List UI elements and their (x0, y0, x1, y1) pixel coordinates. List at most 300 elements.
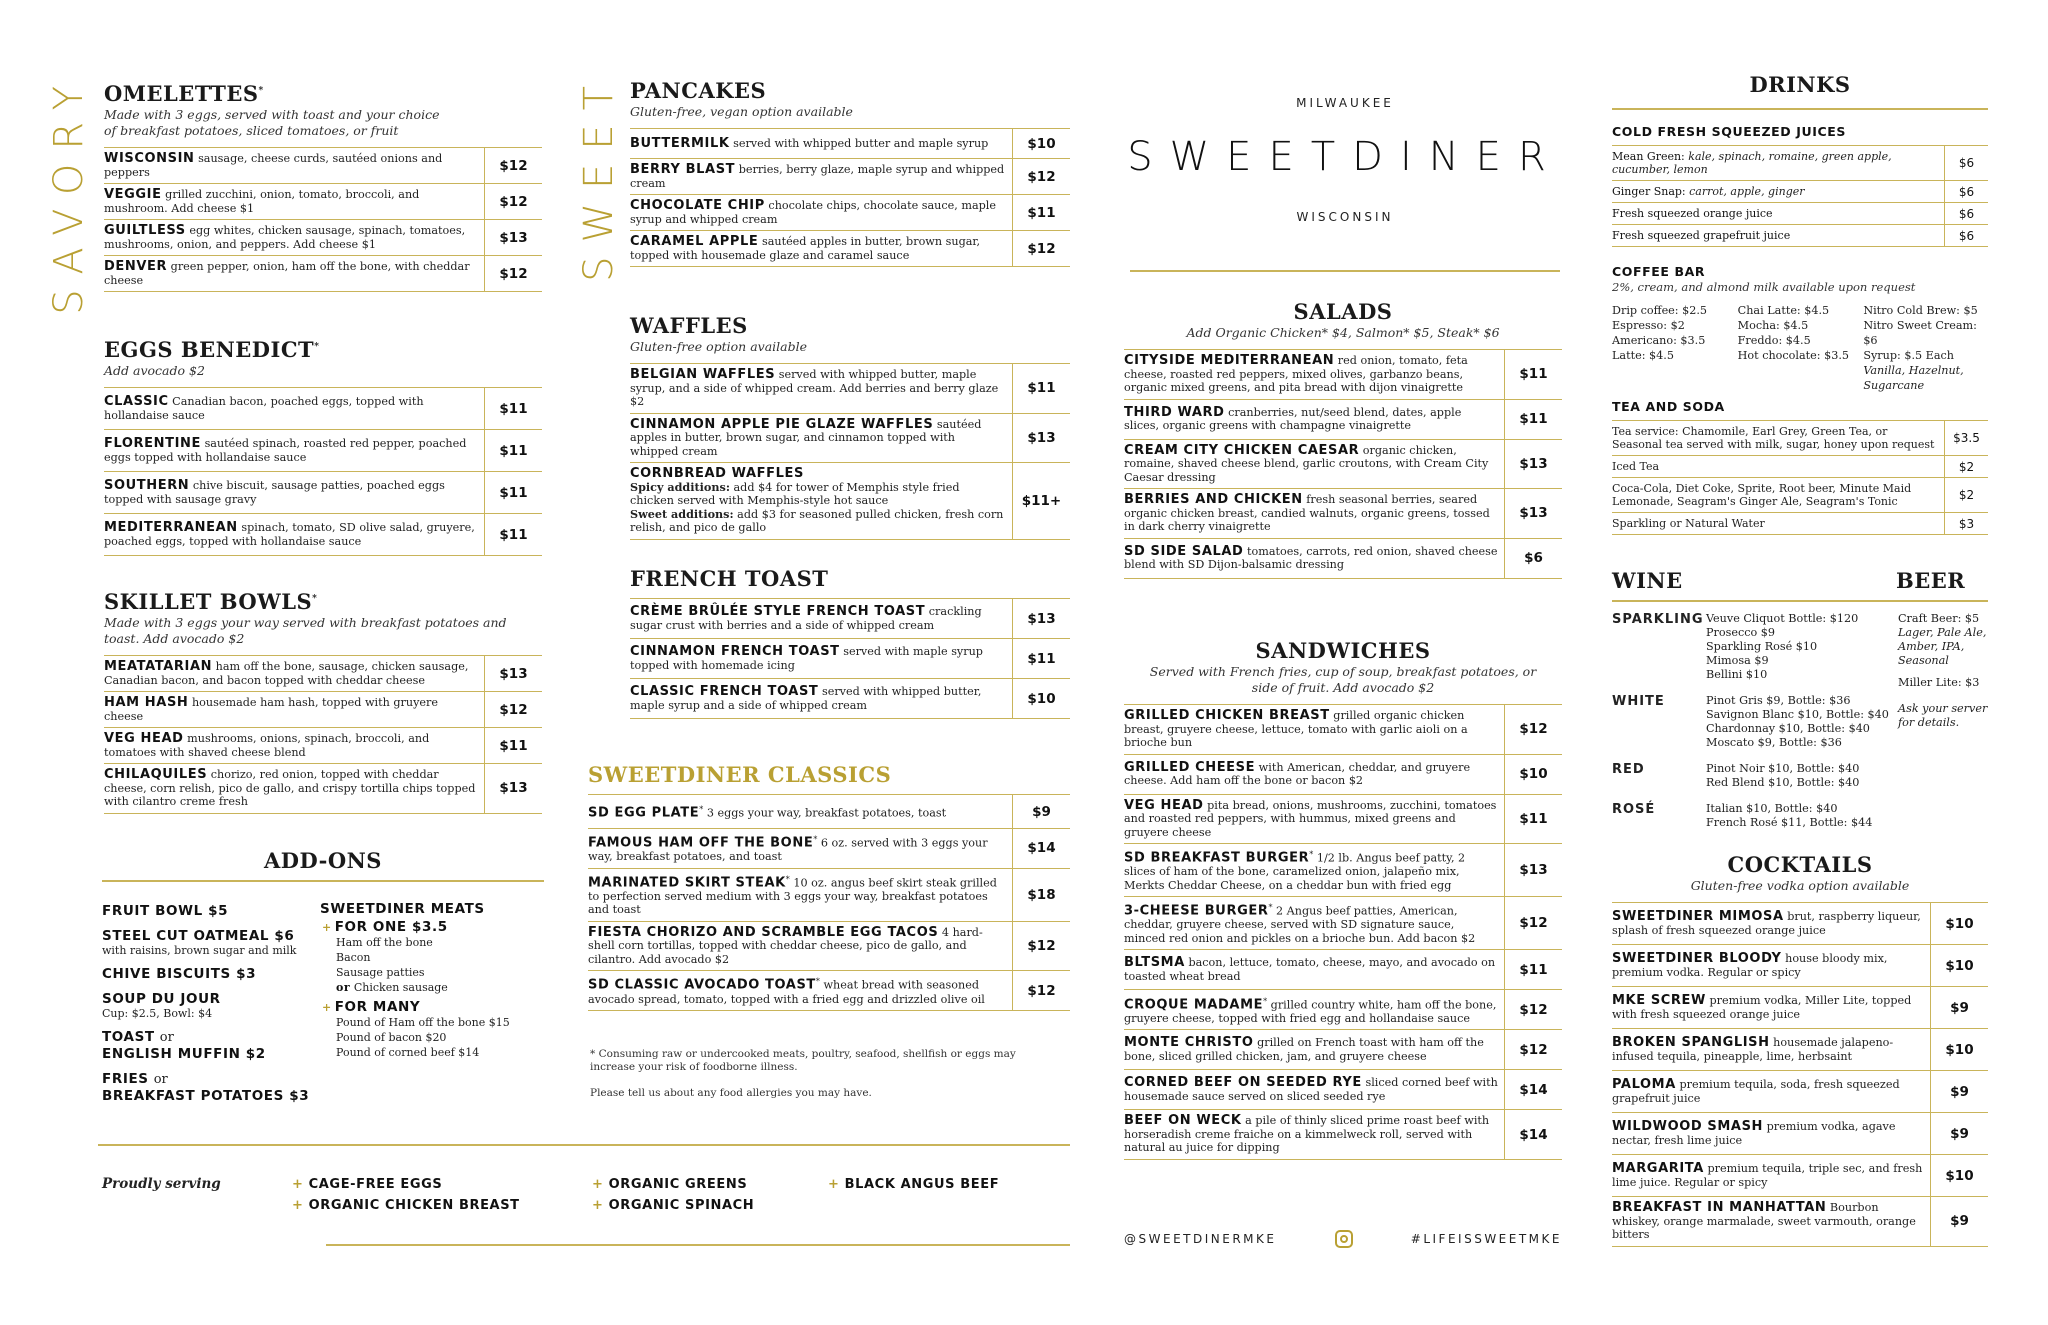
item-name: CARAMEL APPLE (630, 234, 759, 249)
wine-items (1706, 762, 1859, 790)
add-on-item (102, 1028, 312, 1062)
social-bar (1124, 1230, 1562, 1248)
list-item: Espresso: $2 (1612, 319, 1685, 332)
menu-item-row (104, 656, 542, 692)
section-title: WAFFLES (630, 313, 748, 338)
item-description (1124, 795, 1504, 844)
add-on-name: BREAKFAST POTATOES $3 (102, 1088, 310, 1104)
item-name: CLASSIC FRENCH TOAST (630, 684, 819, 699)
wine-item: Italian $10, Bottle: $40 (1706, 802, 1838, 815)
item-price: $11 (1012, 195, 1070, 230)
add-ons-section (104, 848, 542, 874)
list-item: Pound of Ham off the bone $15 (336, 1016, 510, 1029)
item-description (588, 869, 1012, 921)
raw-food-asterisk: * (813, 835, 818, 844)
menu-item-row (1612, 1155, 1988, 1197)
wine-item: Veuve Cliquot Bottle: $120 (1706, 612, 1859, 625)
item-detail: egg whites, chicken sausage, spinach, tomatoes, mushrooms, onion, and peppers. Add cheese $1 (104, 224, 466, 251)
item-detail: 3 eggs your way, breakfast potatoes, toast (706, 806, 947, 820)
item-price: $11 (484, 728, 542, 763)
proudly-col-2 (592, 1174, 754, 1216)
item-detail: served with maple syrup topped with homemade icing (630, 645, 983, 672)
item-description (104, 148, 484, 183)
menu-table (630, 128, 1070, 267)
wine-item: Red Blend $10, Bottle: $40 (1706, 776, 1860, 789)
menu-table (104, 387, 542, 556)
item-price: $11 (1012, 639, 1070, 678)
menu-item-row (104, 256, 542, 292)
add-on-item (102, 990, 312, 1020)
item-detail: wheat bread with seasoned avocado spread, tomato, topped with a fried egg and drizzled olive oil (588, 979, 985, 1006)
item-detail: fresh seasonal berries, seared organic chicken breast, candied walnuts, organic greens, tossed in dark cherry vinaigrette (1124, 493, 1490, 533)
item-description (1124, 705, 1504, 754)
item-description (1124, 991, 1504, 1030)
item-detail: bacon, lettuce, tomato, cheese, mayo, and avocado on toasted wheat bread (1124, 956, 1496, 983)
section-title: COCKTAILS (1727, 852, 1873, 877)
menu-item-row (1612, 146, 1988, 181)
divider (1130, 270, 1560, 272)
divider (326, 1244, 1070, 1246)
section-subtitle: Gluten-free, vegan option available (630, 104, 853, 119)
item-detail: tomatoes, carrots, red onion, shaved cheese blend with SD Dijon-balsamic dressing (1124, 544, 1498, 571)
item-description (1612, 1116, 1930, 1151)
juices-section (1612, 124, 1988, 247)
item-price: $2 (1944, 456, 1988, 477)
tea-soda-section (1612, 399, 1988, 535)
divider (98, 1144, 1070, 1146)
section-title: PANCAKES (630, 78, 767, 103)
item-detail: housemade jalapeno-infused tequila, pineapple, lime, herbsaint (1612, 1036, 1894, 1063)
item-price: $12 (1012, 922, 1070, 971)
proudly-serving-label: Proudly serving (102, 1176, 221, 1192)
spicy-detail: add $4 for tower of Memphis style fried chicken served with Memphis-style hot sauce (630, 480, 960, 507)
section-title: FRENCH TOAST (630, 566, 829, 591)
sweetdiner-classics-section (588, 762, 1070, 1011)
item-name: MEDITERRANEAN (104, 520, 238, 535)
item-name: SWEETDINER BLOODY (1612, 951, 1782, 966)
list-item: Nitro Cold Brew: $5 (1863, 304, 1978, 317)
add-on-name: TOAST (102, 1029, 155, 1045)
salads-section (1124, 299, 1562, 579)
divider (1612, 108, 1988, 110)
add-on-item (102, 902, 312, 919)
item-name: BLTSMA (1124, 955, 1185, 971)
menu-item-row (630, 679, 1070, 719)
raw-food-asterisk: * (1268, 903, 1273, 913)
wine-group (1612, 762, 1902, 790)
menu-item-row (1612, 421, 1988, 456)
menu-item-row (104, 388, 542, 430)
item-price: $10 (1930, 903, 1988, 944)
item-name: BERRIES AND CHICKEN (1124, 492, 1303, 507)
menu-table (104, 147, 542, 292)
item-price: $12 (484, 692, 542, 727)
menu-table (104, 655, 542, 814)
item-name: PALOMA (1612, 1077, 1676, 1092)
list-item: Pound of corned beef $14 (336, 1046, 480, 1059)
menu-item-row (1124, 350, 1562, 400)
menu-item-row (588, 795, 1070, 829)
section-title: SWEETDINER CLASSICS (588, 762, 892, 787)
footnotes (590, 1048, 1050, 1100)
item-price: $14 (1504, 1070, 1562, 1109)
menu-table (1612, 145, 1988, 247)
item-name: SD SIDE SALAD (1124, 543, 1244, 559)
item-name: FAMOUS HAM OFF THE BONE (588, 835, 814, 851)
item-description (1612, 990, 1930, 1025)
item-price: $12 (484, 184, 542, 219)
item-name: CITYSIDE MEDITERRANEAN (1124, 353, 1335, 368)
item-price: $14 (1504, 1110, 1562, 1159)
menu-item-row (1612, 1197, 1988, 1247)
item-description (1124, 757, 1504, 792)
item-description (1612, 225, 1944, 246)
item-name: SWEETDINER MIMOSA (1612, 909, 1784, 924)
omelettes-section (104, 78, 542, 292)
item-detail: chorizo, red onion, topped with cheddar cheese, corn relish, pico de gallo, and crispy tortilla chips topped with cilantro creme fresh (104, 768, 476, 808)
item-name: VEG HEAD (104, 731, 184, 746)
item-name: SOUTHERN (104, 478, 190, 493)
brand-logo: SWEETDINER (1127, 134, 1563, 180)
item-detail: brut, raspberry liqueur, splash of fresh squeezed orange juice (1612, 910, 1921, 937)
item-price: $12 (1012, 971, 1070, 1010)
section-subtitle: Made with 3 eggs your way served with breakfast potatoes and toast. Add avocado $2 (104, 615, 507, 646)
item-name: GRILLED CHEESE (1124, 759, 1256, 775)
item-description (1612, 181, 1944, 202)
item-description (1124, 440, 1504, 489)
menu-item-row (1124, 705, 1562, 755)
meats-title: SWEETDINER MEATS (320, 901, 485, 917)
raw-food-asterisk: * (1263, 996, 1268, 1006)
item-detail: premium tequila, soda, fresh squeezed grapefruit juice (1612, 1078, 1900, 1105)
list-item: Mocha: $4.5 (1737, 319, 1809, 332)
menu-item-row (588, 829, 1070, 869)
menu-table (1612, 420, 1988, 535)
meat-item: or Chicken sausage (336, 981, 448, 994)
item-description (1612, 948, 1930, 983)
item-name: BELGIAN WAFFLES (630, 367, 776, 382)
item-description (1612, 1158, 1930, 1193)
wine-item: Mimosa $9 (1706, 654, 1769, 667)
list-item: Americano: $3.5 (1612, 334, 1706, 347)
item-description (588, 971, 1012, 1010)
for-many-label: FOR MANY (334, 999, 421, 1015)
raw-food-warning: * Consuming raw or undercooked meats, poultry, seafood, shellfish or eggs may increase your risk of foodborne illness. (590, 1048, 1016, 1073)
section-title: DRINKS (1749, 72, 1851, 97)
item-detail: Tea service: Chamomile, Earl Grey, Green Tea, or Seasonal tea served with milk, sugar, honey upon request (1612, 425, 1935, 451)
savory-vertical-label: SAVORY (46, 72, 92, 315)
proudly-item: + ORGANIC SPINACH (592, 1198, 755, 1213)
item-price: $12 (484, 148, 542, 183)
item-price: $11 (1504, 950, 1562, 989)
menu-item-row (1124, 897, 1562, 950)
section-title: SANDWICHES (1255, 638, 1431, 663)
menu-item-row (1124, 489, 1562, 539)
item-price: $11 (484, 430, 542, 471)
menu-item-row (104, 764, 542, 814)
item-description (630, 364, 1012, 413)
item-detail: house bloody mix, premium vodka. Regular or spicy (1612, 952, 1888, 979)
item-description (630, 681, 1012, 716)
item-name: FLORENTINE (104, 436, 201, 451)
wine-items (1706, 694, 1889, 750)
item-price: $10 (1930, 1155, 1988, 1196)
menu-item-row (1612, 945, 1988, 987)
item-price: $13 (1504, 440, 1562, 489)
item-price: $12 (1012, 231, 1070, 266)
menu-item-row (588, 869, 1070, 922)
add-on-item (102, 1070, 312, 1104)
item-name: Mean Green: (1612, 150, 1685, 163)
item-detail: Canadian bacon, poached eggs, topped with hollandaise sauce (104, 395, 424, 422)
beer-title: BEER (1896, 568, 1966, 593)
item-name: Fresh squeezed grapefruit juice (1612, 229, 1791, 242)
menu-item-row (104, 148, 542, 184)
item-name: MARINATED SKIRT STEAK (588, 875, 786, 891)
item-detail: served with whipped butter, maple syrup and a side of whipped cream (630, 685, 982, 712)
section-subtitle: Served with French fries, cup of soup, breakfast potatoes, or side of fruit. Add avocado $2 (1149, 664, 1537, 695)
item-description (104, 256, 484, 291)
item-price: $11+ (1012, 463, 1070, 539)
item-price: $9 (1930, 1071, 1988, 1112)
item-price: $14 (1012, 829, 1070, 868)
item-price: $11 (1012, 364, 1070, 413)
divider (102, 880, 544, 882)
wine-category: ROSÉ (1612, 802, 1656, 817)
menu-item-row (588, 922, 1070, 972)
item-name: SD CLASSIC AVOCADO TOAST (588, 978, 816, 994)
proudly-item: + ORGANIC GREENS (592, 1177, 748, 1192)
item-detail: red onion, tomato, feta cheese, roasted red peppers, mixed olives, garbanzo beans, organic mixed greens, and pita bread with dijon vinaigrette (1124, 354, 1468, 394)
item-name: CORNBREAD WAFFLES (630, 466, 804, 481)
raw-food-asterisk: * (815, 977, 820, 987)
proudly-item: + CAGE-FREE EGGS (292, 1177, 443, 1192)
item-detail: grilled organic chicken breast, gruyere cheese, lettuce, tomato with garlic aioli on a brioche bun (1124, 709, 1468, 749)
list-item: Nitro Sweet Cream: $6 (1863, 319, 1977, 347)
item-detail: chocolate chips, chocolate sauce, maple syrup and whipped cream (630, 199, 996, 226)
list-item: Drip coffee: $2.5 (1612, 304, 1708, 317)
section-title: ADD-ONS (264, 848, 382, 873)
wine-items (1706, 612, 1858, 682)
add-ons-list (102, 902, 312, 1112)
proudly-col-1 (292, 1174, 520, 1216)
raw-food-asterisk: * (1309, 850, 1314, 859)
section-subtitle: Made with 3 eggs, served with toast and your choice of breakfast potatoes, sliced tomatoes, or fruit (104, 107, 440, 138)
sweet-vertical-label: SWEET (576, 72, 622, 282)
menu-item-row (630, 364, 1070, 414)
item-name: CRÈME BRÛLÉE STYLE FRENCH TOAST (630, 604, 926, 619)
item-price: $12 (1012, 159, 1070, 194)
menu-item-row (630, 463, 1070, 540)
list-item: Pound of bacon $20 (336, 1031, 447, 1044)
wine-item: Pinot Gris $9, Bottle: $36 (1706, 694, 1851, 707)
cocktails-section (1612, 852, 1988, 1247)
item-price: $6 (1504, 539, 1562, 578)
menu-item-row (1612, 203, 1988, 225)
add-on-name: CHIVE BISCUITS $3 (102, 966, 257, 982)
item-price: $11 (484, 472, 542, 513)
item-price: $3 (1944, 513, 1988, 534)
menu-table (1124, 349, 1562, 579)
sandwiches-section (1124, 638, 1562, 1160)
item-detail: Sparkling or Natural Water (1612, 517, 1765, 530)
section-subtitle: 2%, cream, and almond milk available upon request (1612, 280, 1916, 294)
item-name: CINNAMON APPLE PIE GLAZE WAFFLES (630, 416, 934, 432)
coffee-bar-section (1612, 264, 1988, 393)
menu-item-row (1612, 903, 1988, 945)
menu-item-row (1612, 1113, 1988, 1155)
sweet-label: Sweet additions: (630, 506, 734, 521)
list-item: Bacon (336, 951, 371, 964)
item-detail: a pile of thinly sliced prime roast beef with horseradish creme fraiche on a kimmelweck roll, served with natural au juice for dipping (1124, 1114, 1490, 1155)
list-item: Hot chocolate: $3.5 (1737, 349, 1850, 362)
item-detail: crackling sugar crust with berries and a side of whipped cream (630, 605, 982, 632)
beer-ask-note: Ask your server for details. (1898, 702, 1988, 729)
section-subtitle: Gluten-free vodka option available (1690, 878, 1910, 893)
subsection-title: TEA AND SODA (1612, 399, 1725, 414)
menu-table (630, 598, 1070, 719)
item-detail: Iced Tea (1612, 460, 1660, 473)
item-price: $12 (1504, 990, 1562, 1029)
item-description (104, 656, 484, 691)
item-description (1124, 541, 1504, 576)
item-name: GUILTLESS (104, 223, 186, 238)
menu-item-row (1124, 1030, 1562, 1070)
item-detail: Coca-Cola, Diet Coke, Sprite, Root beer, Minute Maid Lemonade, Seagram's Ginger Ale, Seagram's Tonic (1612, 482, 1912, 508)
item-description (1124, 402, 1504, 437)
beer-styles: Lager, Pale Ale, Amber, IPA, Seasonal (1898, 626, 1987, 667)
menu-table (1612, 902, 1988, 1247)
item-detail: organic chicken, romaine, shaved cheese blend, garlic croutons, with Cream City Caesar dressing (1124, 443, 1489, 484)
wine-item: Pinot Noir $10, Bottle: $40 (1706, 762, 1860, 775)
item-name: CHOCOLATE CHIP (630, 198, 765, 213)
list-item: Ham off the bone (336, 936, 433, 949)
item-description (1124, 1110, 1504, 1159)
menu-item-row (104, 728, 542, 764)
item-price: $10 (1012, 679, 1070, 718)
menu-item-row (1124, 539, 1562, 579)
menu-item-row (1124, 1070, 1562, 1110)
item-description (588, 829, 1012, 868)
beer-item: Craft Beer: $5 (1898, 612, 1980, 625)
item-name: BREAKFAST IN MANHATTAN (1612, 1200, 1827, 1215)
beer-item: Miller Lite: $3 (1898, 676, 1980, 689)
item-description (1612, 146, 1944, 180)
menu-item-row (1612, 987, 1988, 1029)
social-hashtag: #LIFEISSWEETMKE (1410, 1232, 1562, 1246)
list-item: Syrup: $.5 Each (1863, 349, 1954, 362)
menu-item-row (1124, 844, 1562, 897)
item-price: $10 (1930, 1029, 1988, 1070)
section-subtitle: Add Organic Chicken* $4, Salmon* $5, Steak* $6 (1186, 325, 1500, 340)
menu-item-row (104, 692, 542, 728)
add-on-name: STEEL CUT OATMEAL $6 (102, 928, 295, 944)
item-detail: 2 Angus beef patties, American, cheddar, gruyere cheese, served with SD signature sauce, minced red onion and pickles on a brioche bun. Add bacon $2 (1124, 904, 1476, 945)
item-price: $10 (1930, 945, 1988, 986)
or-word: or (159, 1030, 174, 1045)
item-price: $11 (1504, 400, 1562, 439)
item-price: $10 (1504, 755, 1562, 794)
item-name: GRILLED CHICKEN BREAST (1124, 708, 1330, 723)
item-description (588, 922, 1012, 971)
wine-title: WINE (1612, 568, 1683, 593)
section-subtitle: Add avocado $2 (104, 363, 205, 378)
add-on-item (102, 927, 312, 957)
or-word: or (153, 1072, 168, 1087)
item-price: $13 (1012, 599, 1070, 638)
list-item: Latte: $4.5 (1612, 349, 1674, 362)
menu-item-row (1612, 1071, 1988, 1113)
brand-state: WISCONSIN (1296, 210, 1394, 224)
item-name: SD BREAKFAST BURGER (1124, 850, 1310, 866)
item-price: $6 (1944, 225, 1988, 246)
item-detail: served with whipped butter and maple syrup (733, 136, 989, 150)
add-on-note: with raisins, brown sugar and milk (102, 944, 297, 957)
instagram-icon (1335, 1230, 1353, 1248)
item-detail: sliced corned beef with housemade sauce served on sliced seeded rye (1124, 1076, 1498, 1103)
beer-list (1898, 612, 1998, 730)
wine-item: Savignon Blanc $10, Bottle: $40 (1706, 708, 1889, 721)
menu-item-row (1124, 440, 1562, 490)
waffles-section (630, 313, 1070, 540)
add-on-item (102, 965, 312, 982)
add-on-name: SOUP DU JOUR (102, 991, 221, 1007)
menu-item-row (630, 639, 1070, 679)
item-description (1612, 1197, 1930, 1246)
eggs-benedict-section (104, 334, 542, 556)
raw-food-asterisk: * (785, 874, 790, 884)
item-name: THIRD WARD (1124, 404, 1225, 420)
item-description (104, 220, 484, 255)
subsection-title: COFFEE BAR (1612, 264, 1706, 279)
item-description (104, 475, 484, 510)
item-description (1612, 421, 1944, 455)
add-on-note: Cup: $2.5, Bowl: $4 (102, 1007, 213, 1020)
item-name: SD EGG PLATE (588, 805, 700, 821)
item-price: $10 (1012, 129, 1070, 158)
item-description (1612, 203, 1944, 224)
section-title: SALADS (1293, 299, 1393, 324)
item-name: Fresh squeezed orange juice (1612, 207, 1773, 220)
item-description (588, 799, 1012, 824)
wine-item: Chardonnay $10, Bottle: $40 (1706, 722, 1870, 735)
item-description (104, 517, 484, 552)
item-description (1612, 456, 1944, 477)
item-description (104, 391, 484, 426)
item-detail: Bourbon whiskey, orange marmalade, sweet varmouth, orange bitters (1612, 1201, 1916, 1241)
item-description (104, 433, 484, 468)
section-title: SKILLET BOWLS* (104, 589, 318, 614)
item-detail: sautéed apples in butter, brown sugar, and cinnamon topped with whipped cream (630, 417, 982, 458)
item-name: CINNAMON FRENCH TOAST (630, 644, 840, 659)
item-detail: ham off the bone, sausage, chicken sausage, Canadian bacon, and bacon topped with cheddar cheese (104, 660, 469, 687)
item-description (630, 414, 1012, 463)
menu-item-row (1612, 513, 1988, 535)
item-price: $9 (1012, 795, 1070, 828)
wine-category: WHITE (1612, 694, 1665, 709)
item-price: $18 (1012, 869, 1070, 921)
menu-item-row (104, 184, 542, 220)
menu-item-row (1612, 225, 1988, 247)
item-description (630, 463, 1012, 539)
item-price: $11 (1504, 795, 1562, 844)
menu-item-row (1124, 990, 1562, 1030)
wine-item: Prosecco $9 (1706, 626, 1776, 639)
item-name: 3-CHEESE BURGER (1124, 903, 1269, 919)
item-name: CHILAQUILES (104, 767, 208, 782)
allergy-note: Please tell us about any food allergies you may have. (590, 1087, 872, 1099)
menu-item-row (104, 472, 542, 514)
